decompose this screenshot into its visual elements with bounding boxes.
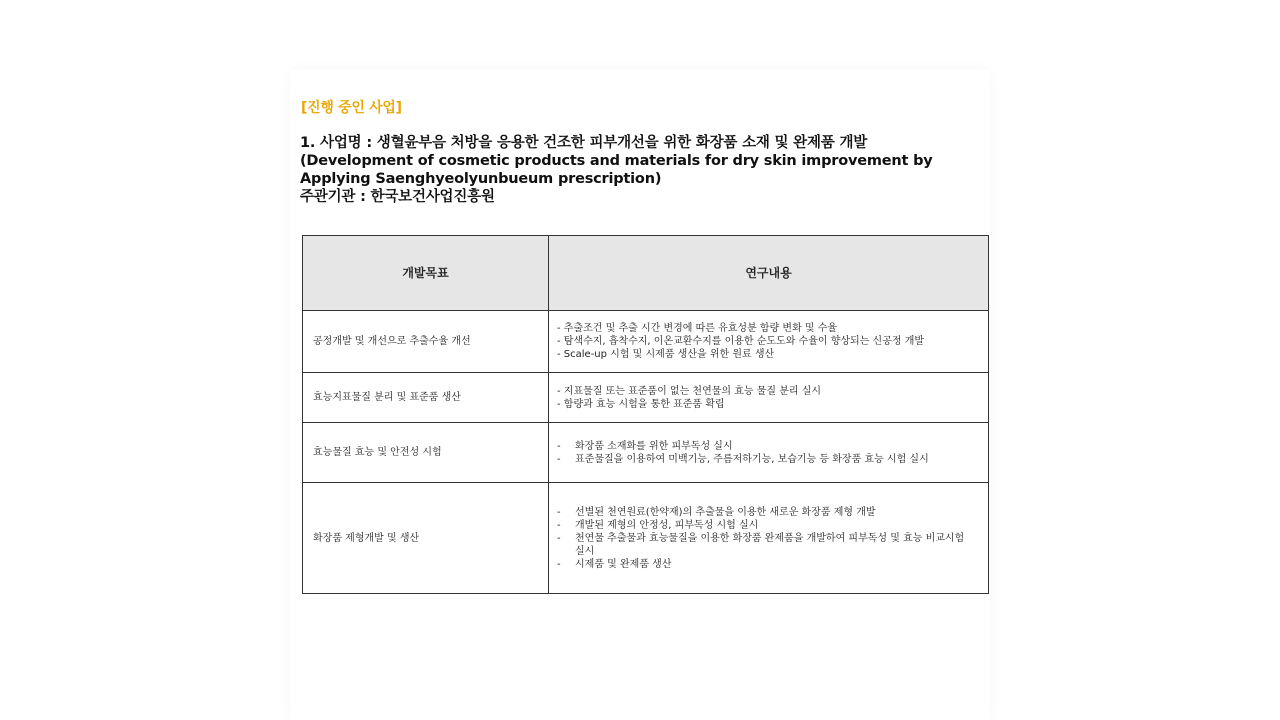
managing-agency: 주관기관 : 한국보건사업진흥원 xyxy=(300,189,495,205)
list-item: - 선별된 천연원료(한약재)의 추출물을 이용한 새로운 화장품 제형 개발 xyxy=(557,506,876,518)
table-row xyxy=(303,483,989,594)
section-tag: [진행 중인 사업] xyxy=(301,100,402,116)
content-cell xyxy=(549,423,989,483)
list-item: - 탐색수지, 흡착수지, 이온교환수지를 이용한 순도도와 수율이 향상되는 신공정 개발 xyxy=(557,336,925,347)
list-item: - Scale-up 시험 및 시제품 생산을 위한 원료 생산 xyxy=(557,349,775,360)
table-row xyxy=(303,423,989,483)
list-item: - 개발된 제형의 안정성, 피부독성 시험 실시 xyxy=(557,519,759,531)
project-title-english-line2: Applying Saenghyeolyunbueum prescription) xyxy=(300,171,662,187)
table-row xyxy=(303,373,989,423)
table-row xyxy=(303,311,989,373)
goal-cell: 효능지표물질 분리 및 표준품 생산 xyxy=(303,373,549,423)
goal-cell: 화장품 제형개발 및 생산 xyxy=(303,483,549,594)
project-title-english-line1: (Development of cosmetic products and materials for dry skin improvement by xyxy=(300,153,933,169)
content-list xyxy=(557,506,970,571)
dash-marker: - xyxy=(557,558,561,570)
content-cell xyxy=(549,373,989,423)
dash-marker: - xyxy=(557,519,561,531)
list-item: - 시제품 및 완제품 생산 xyxy=(557,558,672,570)
list-item: - 함량과 효능 시험을 통한 표준품 확립 xyxy=(557,398,725,410)
content-cell xyxy=(549,311,989,373)
list-item: - 표준물질을 이용하여 미백기능, 주름저하기능, 보습기능 등 화장품 효능 시험 실시 xyxy=(557,453,929,465)
dash-marker: - xyxy=(557,440,561,452)
goal-cell: 공정개발 및 개선으로 추출수율 개선 xyxy=(303,311,549,373)
dash-marker: - xyxy=(557,532,561,544)
header-development-goal: 개발목표 xyxy=(303,236,549,311)
dash-marker: - xyxy=(557,453,561,465)
project-title-block xyxy=(300,134,980,206)
list-item: - 추출조건 및 추출 시간 변경에 따른 유효성분 함량 변화 및 수율 xyxy=(557,323,838,334)
goal-cell: 효능물질 효능 및 안전성 시험 xyxy=(303,423,549,483)
content-list xyxy=(557,322,987,361)
dash-marker: - xyxy=(557,506,561,518)
list-item: - 천연물 추출물과 효능물질을 이용한 화장품 완제품을 개발하여 피부독성 및 효능 비교시험 실시 xyxy=(557,532,965,557)
list-item: - 지표물질 또는 표준품이 없는 천연물의 효능 물질 분리 실시 xyxy=(557,385,822,397)
list-item: - 화장품 소재화를 위한 피부독성 실시 xyxy=(557,440,733,452)
header-research-content: 연구내용 xyxy=(549,236,989,311)
content-list xyxy=(557,385,987,411)
content-cell xyxy=(549,483,989,594)
content-list xyxy=(557,440,987,466)
table-header-row xyxy=(303,236,989,311)
project-title-korean: 1. 사업명 : 생혈윤부음 처방을 응용한 건조한 피부개선을 위한 화장품 소재 및 완제품 개발 xyxy=(300,135,868,151)
development-table xyxy=(302,235,989,594)
